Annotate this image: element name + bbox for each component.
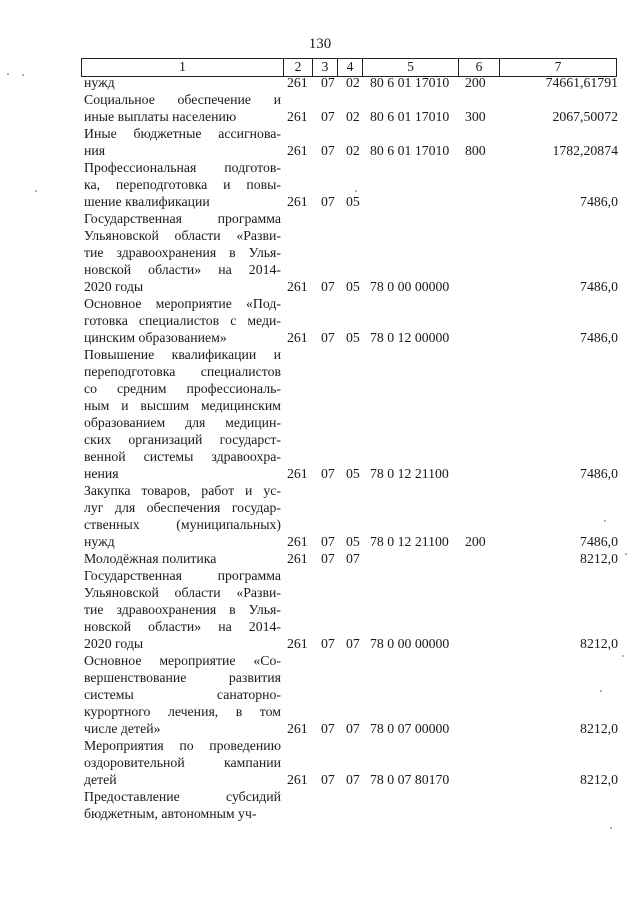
cell-c4: 02 [346,109,360,124]
header-col-3: 3 [313,59,338,76]
row-description-line: вершенствование развития [84,670,281,685]
cell-c3: 07 [321,772,335,787]
header-col-4: 4 [338,59,363,76]
cell-c2: 261 [287,75,308,90]
cell-c5: 80 6 01 17010 [370,109,450,124]
row-codes [84,108,624,125]
cell-c3: 07 [321,534,335,549]
table-row [84,125,618,159]
table-row [84,210,618,295]
row-description-line: Ульяновской области «Разви- [84,228,281,243]
cell-c5: 80 6 01 17010 [370,75,450,90]
row-description-line: переподготовка специалистов [84,364,281,379]
row-description-line: луг для обеспечения государ- [84,500,281,515]
cell-c4: 02 [346,75,360,90]
row-description-line: новской области» на 2014- [84,619,281,634]
cell-c7: 8212,0 [580,551,618,566]
cell-c3: 07 [321,636,335,651]
row-codes [84,533,624,550]
header-col-2: 2 [284,59,313,76]
row-description-line: ным и высшим медицинским [84,398,281,413]
row-description-line: нужд [84,534,115,549]
cell-c2: 261 [287,279,308,294]
row-description-line: Повышение квалификации и [84,347,281,362]
row-description-line: новской области» на 2014- [84,262,281,277]
row-description-line: Основное мероприятие «Со- [84,653,281,668]
table-row [84,788,281,822]
row-description-line: венной системы здравоохра- [84,449,281,464]
cell-c7: 7486,0 [580,194,618,209]
cell-c4: 05 [346,466,360,481]
row-description-line: иные выплаты населению [84,109,237,124]
cell-c6: 200 [465,75,486,90]
row-description-line: ственных (муниципальных) [84,517,281,532]
row-description-line: курортного лечения, в том [84,704,281,719]
cell-c2: 261 [287,194,308,209]
header-col-7: 7 [554,59,562,74]
row-codes [84,465,624,482]
row-description-line: цинским образованием» [84,330,227,345]
table-row [84,550,618,567]
header-col-5: 5 [363,59,459,76]
cell-c7: 7486,0 [580,534,618,549]
cell-c3: 07 [321,721,335,736]
cell-c5: 78 0 00 00000 [370,636,450,651]
row-description-line: Предоставление субсидий [84,789,281,804]
cell-c3: 07 [321,466,335,481]
row-description-line: со средним профессиональ- [84,381,281,396]
row-codes [84,278,624,295]
cell-c7: 7486,0 [580,466,618,481]
cell-c4: 02 [346,143,360,158]
row-description-line: 2020 годы [84,279,144,294]
table-row [84,159,618,210]
row-description-line: ния [84,143,106,158]
row-codes [84,74,624,91]
table-row [84,737,618,788]
row-description-line: образованием для медицин- [84,415,281,430]
cell-c2: 261 [287,466,308,481]
row-codes [84,142,624,159]
cell-c3: 07 [321,75,335,90]
row-codes [84,550,624,567]
row-description-line: 2020 годы [84,636,144,651]
cell-c2: 261 [287,636,308,651]
row-codes [84,635,624,652]
row-description-line: готовка специалистов с меди- [84,313,281,328]
cell-c7: 8212,0 [580,772,618,787]
table-body [84,74,618,822]
cell-c3: 07 [321,330,335,345]
cell-c2: 261 [287,551,308,566]
row-codes [84,720,624,737]
cell-c4: 07 [346,551,360,566]
row-description-line: Основное мероприятие «Под- [84,296,281,311]
cell-c5: 78 0 07 80170 [370,772,450,787]
cell-c3: 07 [321,109,335,124]
page-number: 130 [308,36,332,52]
cell-c4: 07 [346,636,360,651]
header-col-1: 1 [82,59,284,76]
cell-c2: 261 [287,721,308,736]
row-description-line: Социальное обеспечение и [84,92,281,107]
cell-c5: 78 0 00 00000 [370,279,450,294]
cell-c7: 7486,0 [580,330,618,345]
row-description-line: ка, переподготовка и повы- [84,177,281,192]
cell-c3: 07 [321,279,335,294]
cell-c4: 07 [346,772,360,787]
row-description-line: Ульяновской области «Разви- [84,585,281,600]
row-codes [84,771,624,788]
table-row [84,652,618,737]
row-description-line: Закупка товаров, работ и ус- [84,483,281,498]
table-row [84,91,618,125]
cell-c5: 78 0 12 21100 [370,534,449,549]
cell-c7: 2067,50072 [552,109,618,124]
row-description-line: Иные бюджетные ассигнова- [84,126,281,141]
table-row [84,482,618,550]
row-description-line: системы санаторно- [84,687,281,702]
row-description-line: нужд [84,75,115,90]
row-description-line: детей [84,772,117,787]
row-description-line: числе детей» [84,721,161,736]
cell-c2: 261 [287,772,308,787]
cell-c7: 74661,61791 [545,75,618,90]
cell-c4: 05 [346,279,360,294]
table-row [84,567,618,652]
table-row [84,346,618,482]
header-col-6: 6 [459,59,500,76]
cell-c7: 8212,0 [580,721,618,736]
row-codes [84,805,624,822]
cell-c7: 8212,0 [580,636,618,651]
row-description-line: шение квалификации [84,194,210,209]
row-description-line: ских организаций государст- [84,432,281,447]
row-description-line: Государственная программа [84,211,281,226]
cell-c4: 05 [346,194,360,209]
row-description-line: тие здравоохранения в Улья- [84,602,281,617]
cell-c3: 07 [321,194,335,209]
row-description-line: оздоровительной кампании [84,755,281,770]
table-row [84,295,618,346]
row-description-line: Молодёжная политика [84,551,217,566]
row-description-line: Мероприятия по проведению [84,738,281,753]
cell-c2: 261 [287,534,308,549]
row-description-line: бюджетным, автономным уч- [84,806,257,821]
cell-c6: 300 [465,109,486,124]
cell-c4: 05 [346,534,360,549]
cell-c5: 78 0 07 00000 [370,721,450,736]
cell-c7: 1782,20874 [552,143,618,158]
row-description-line: Профессиональная подготов- [84,160,281,175]
cell-c2: 261 [287,109,308,124]
cell-c3: 07 [321,551,335,566]
row-description-line: тие здравоохранения в Улья- [84,245,281,260]
row-codes [84,329,624,346]
cell-c7: 7486,0 [580,279,618,294]
cell-c2: 261 [287,143,308,158]
cell-c4: 07 [346,721,360,736]
row-description-line: нения [84,466,119,481]
cell-c6: 800 [465,143,486,158]
cell-c2: 261 [287,330,308,345]
cell-c4: 05 [346,330,360,345]
table-row [84,74,618,91]
cell-c5: 78 0 12 00000 [370,330,450,345]
cell-c6: 200 [465,534,486,549]
cell-c3: 07 [321,143,335,158]
row-description-line: Государственная программа [84,568,281,583]
cell-c5: 80 6 01 17010 [370,143,450,158]
cell-c5: 78 0 12 21100 [370,466,449,481]
row-codes [84,193,624,210]
